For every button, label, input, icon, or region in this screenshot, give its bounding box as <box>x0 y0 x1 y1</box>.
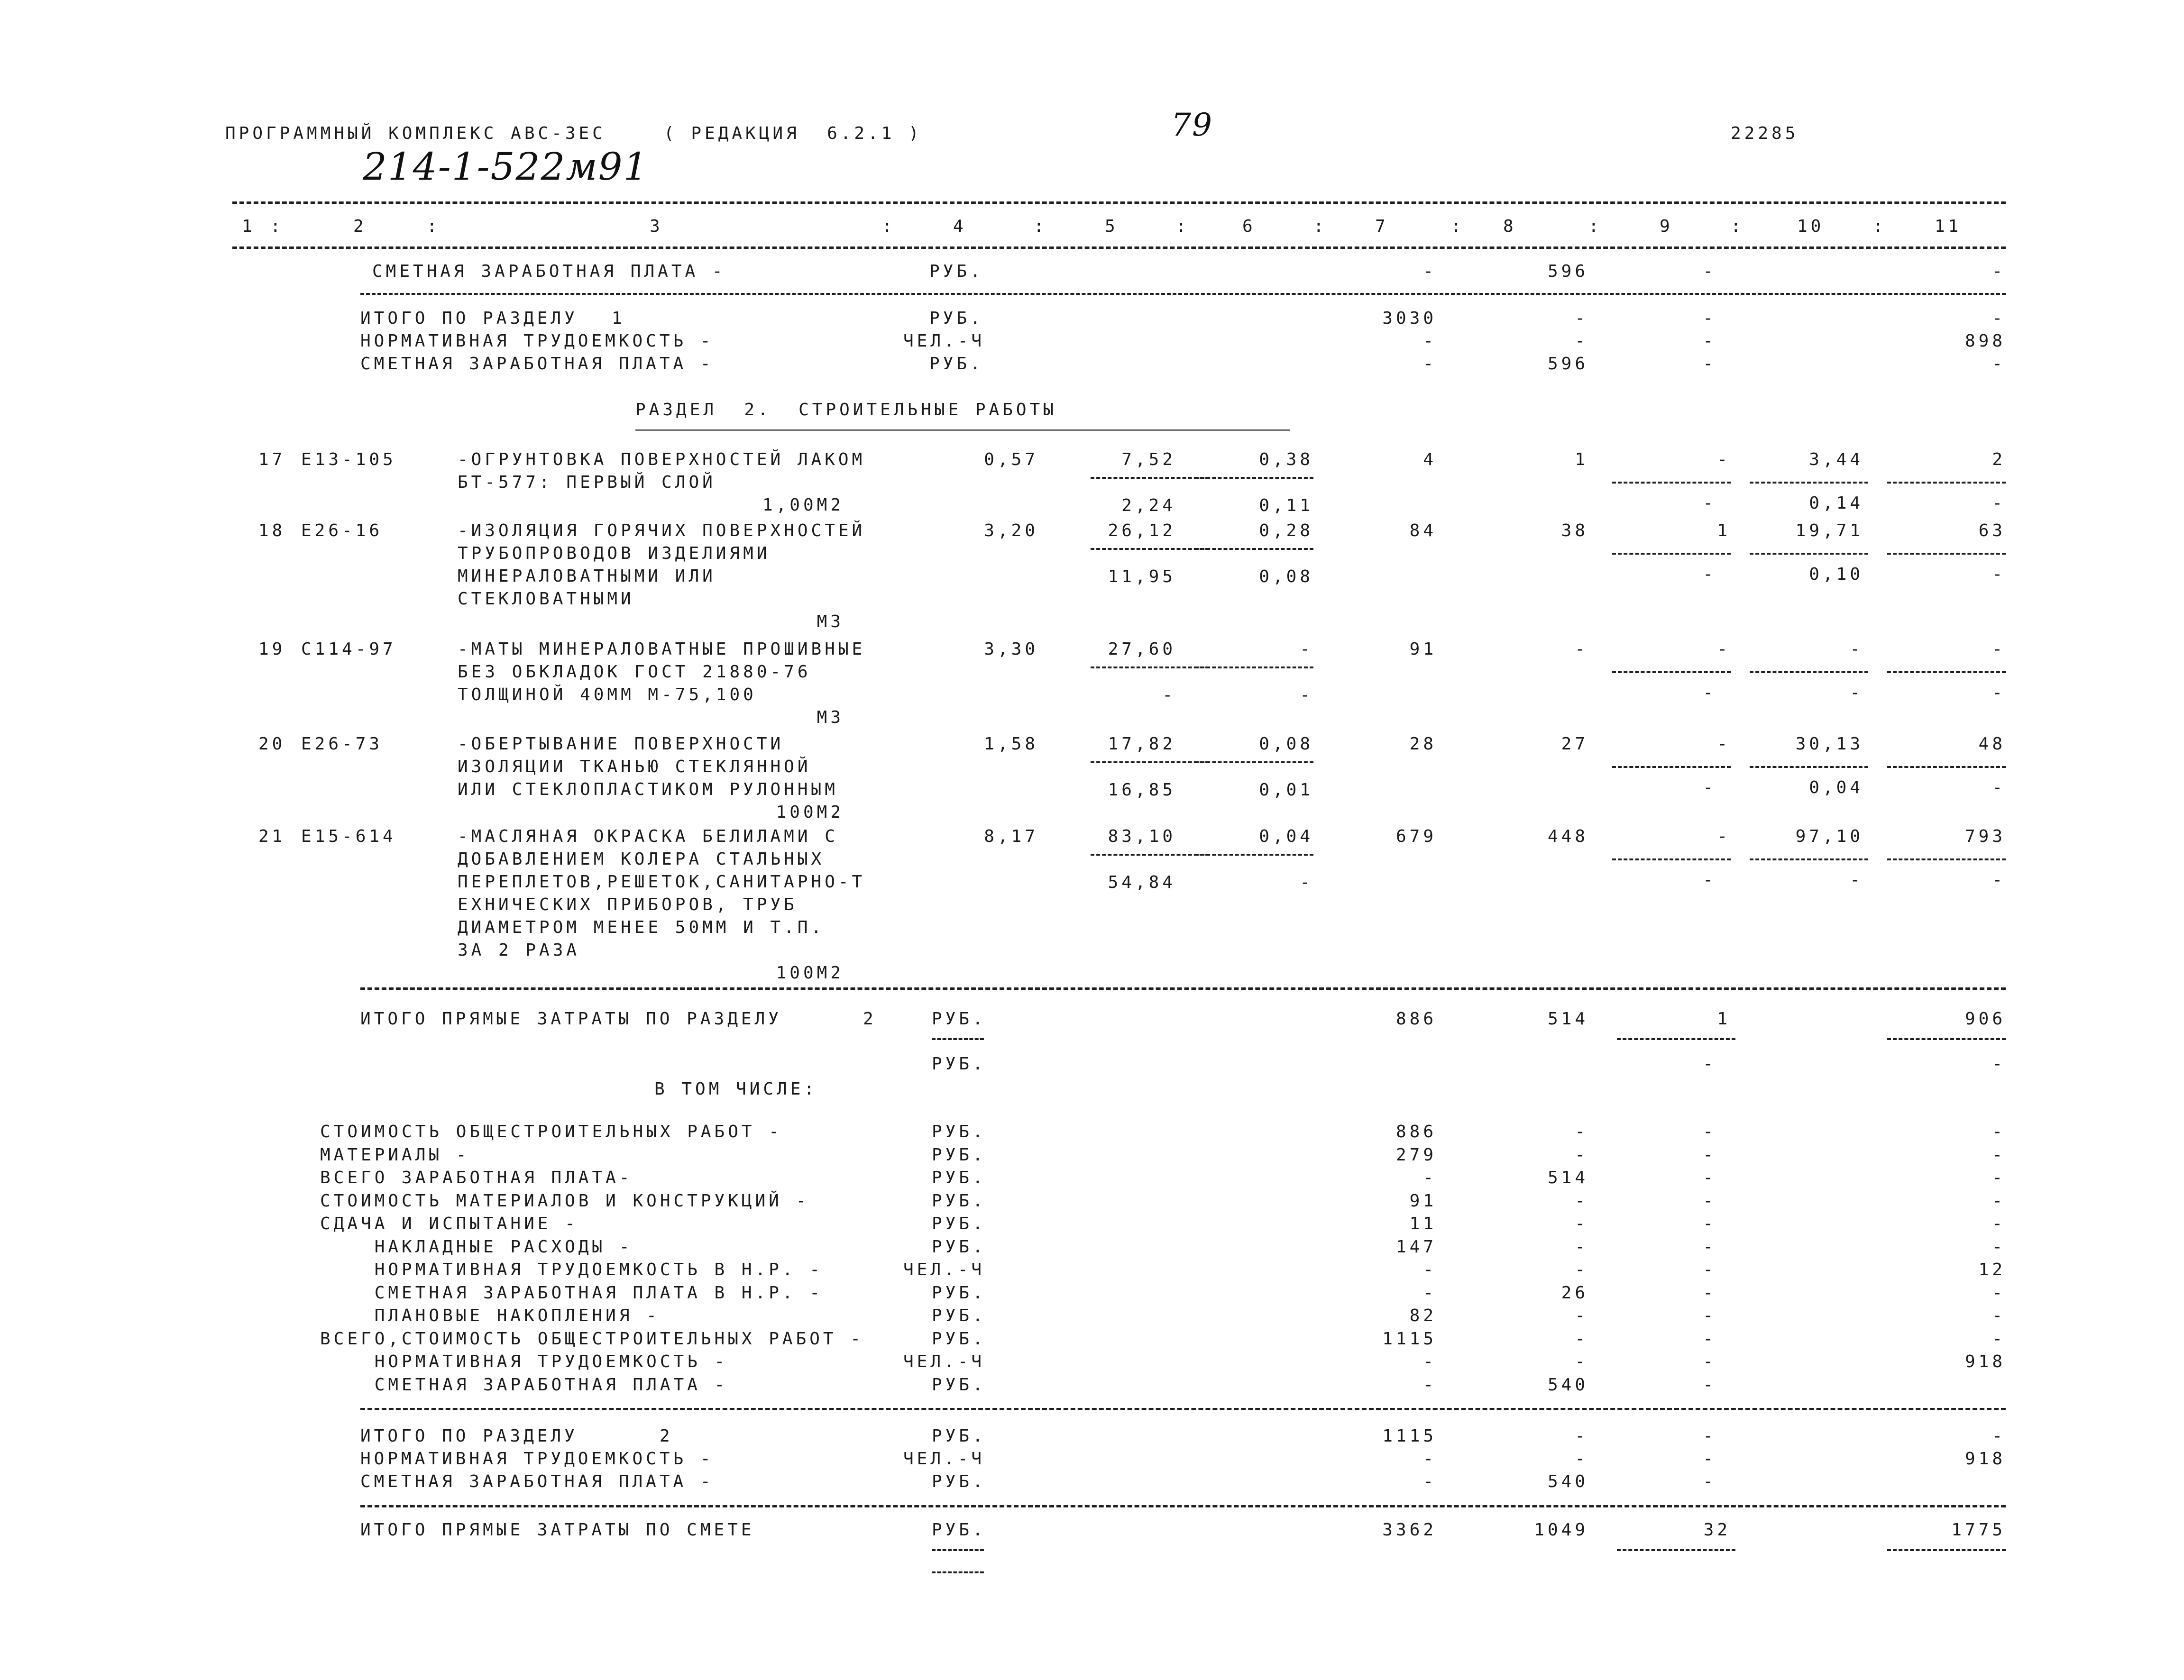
breakdown-c8: - <box>1575 1237 1588 1257</box>
column-separator: : <box>882 217 896 236</box>
item-c6b: - <box>1300 873 1313 892</box>
column-header-10: 10 <box>1797 217 1825 236</box>
breakdown-c9: - <box>1703 1214 1716 1233</box>
s1-total-c11: - <box>1992 309 2006 328</box>
item-c11b: - <box>1992 870 2006 890</box>
item-c10b: 0,14 <box>1809 493 1863 513</box>
item-c6: 0,28 <box>1259 521 1313 540</box>
item-number: 18 <box>258 521 286 540</box>
item-c11b: - <box>1992 778 2006 797</box>
breakdown-c8: 540 <box>1547 1375 1588 1395</box>
breakdown-c9: - <box>1703 1306 1716 1325</box>
item-c10b: - <box>1850 683 1863 703</box>
item-c9b: - <box>1703 870 1716 890</box>
item-c9-dash <box>1612 766 1731 768</box>
grand-total-c9-dash <box>1617 1549 1735 1551</box>
s1-wage2-c11: - <box>1992 354 2006 374</box>
breakdown-c11: 918 <box>1964 1352 2006 1371</box>
breakdown-label: СМЕТНАЯ ЗАРАБОТНАЯ ПЛАТА В Н.Р. - <box>320 1283 823 1303</box>
item-unit: М3 <box>817 612 844 631</box>
breakdown-c9: - <box>1703 1191 1716 1211</box>
item-number: 20 <box>258 734 286 754</box>
breakdown-c8: - <box>1575 1122 1588 1141</box>
s1-wage-c7: - <box>1423 262 1437 281</box>
item-c6b: 0,11 <box>1259 496 1313 515</box>
breakdown-unit: РУБ. <box>932 1145 986 1165</box>
section2-total-c11: 918 <box>1964 1449 2006 1469</box>
item-c9-dash <box>1612 671 1731 673</box>
item-c5b: 2,24 <box>1121 496 1176 515</box>
item-c9b: - <box>1703 683 1716 703</box>
section2-total-c9: - <box>1703 1449 1716 1469</box>
item-c4: 3,30 <box>984 639 1038 659</box>
breakdown-c9: - <box>1703 1375 1716 1395</box>
s1-wage2-c8: 596 <box>1547 354 1588 374</box>
breakdown-unit: РУБ. <box>932 1283 986 1303</box>
item-c7: 91 <box>1409 639 1437 659</box>
column-separator: : <box>1588 217 1602 236</box>
item-c10: 3,44 <box>1809 450 1863 469</box>
s1-wage2-unit: РУБ. <box>929 354 984 374</box>
item-description-line: -МАСЛЯНАЯ ОКРАСКА БЕЛИЛАМИ С <box>458 827 838 846</box>
item-c10b: - <box>1850 870 1863 890</box>
item-c11-dash <box>1887 553 2006 555</box>
breakdown-c7: - <box>1423 1168 1437 1187</box>
item-c8: 38 <box>1561 521 1588 540</box>
item-c11b: - <box>1992 493 2006 513</box>
item-c6b: - <box>1300 685 1313 705</box>
breakdown-c11: 12 <box>1978 1260 2006 1279</box>
breakdown-unit: ЧЕЛ.-Ч <box>903 1352 985 1371</box>
item-unit: 1,00М2 <box>762 495 844 515</box>
breakdown-c7: - <box>1423 1260 1437 1279</box>
item-description-line: БТ-577: ПЕРВЫЙ СЛОЙ <box>458 473 716 492</box>
breakdown-label: СТОИМОСТЬ МАТЕРИАЛОВ И КОНСТРУКЦИЙ - <box>320 1191 810 1211</box>
column-header-8: 8 <box>1503 217 1517 236</box>
item-unit: М3 <box>817 708 844 727</box>
item-c8: 448 <box>1547 827 1588 846</box>
breakdown-c11: - <box>1992 1191 2006 1211</box>
breakdown-c11: - <box>1992 1283 2006 1303</box>
item-c6-dash <box>1195 548 1313 550</box>
item-c10: 19,71 <box>1795 521 1863 540</box>
item-c8: 27 <box>1561 734 1588 754</box>
s1-labor-c9: - <box>1703 331 1716 351</box>
breakdown-unit: РУБ. <box>932 1329 986 1349</box>
column-separator: : <box>270 217 284 236</box>
grand-total-c8: 1049 <box>1534 1520 1588 1540</box>
item-c10b: 0,10 <box>1809 565 1863 584</box>
item-c9: - <box>1717 734 1731 754</box>
breakdown-c9: - <box>1703 1168 1716 1187</box>
item-c7: 4 <box>1423 450 1437 469</box>
column-header-1: 1 <box>242 217 256 236</box>
item-c4: 1,58 <box>984 734 1038 754</box>
section2-total-c7: - <box>1423 1449 1437 1469</box>
s1-total-c7: 3030 <box>1382 309 1437 328</box>
item-c5b: - <box>1162 685 1176 705</box>
s1-total-c8: - <box>1575 309 1588 328</box>
breakdown-c7: 147 <box>1395 1237 1437 1257</box>
item-c9: - <box>1717 827 1731 846</box>
column-separator: : <box>1873 217 1887 236</box>
breakdown-c9: - <box>1703 1145 1716 1165</box>
item-description-line: ТОЛЩИНОЙ 40ММ М-75,100 <box>458 685 757 704</box>
breakdown-c7: 279 <box>1395 1145 1437 1165</box>
column-header-3: 3 <box>650 217 663 236</box>
item-description-line: ЗА 2 РАЗА <box>458 940 580 960</box>
section2-total-c11: - <box>1992 1426 2006 1446</box>
breakdown-c9: - <box>1703 1122 1716 1141</box>
item-c7: 28 <box>1409 734 1437 754</box>
breakdown-c11: - <box>1992 1145 2006 1165</box>
item-description-line: -ОБЕРТЫВАНИЕ ПОВЕРХНОСТИ <box>458 734 784 754</box>
column-separator: : <box>1176 217 1190 236</box>
section2-total-c9: - <box>1703 1472 1716 1491</box>
item-number: 17 <box>258 450 286 469</box>
breakdown-c11: - <box>1992 1329 2006 1349</box>
section2-title: РАЗДЕЛ 2. СТРОИТЕЛЬНЫЕ РАБОТЫ <box>635 400 1057 420</box>
item-c11-dash <box>1887 671 2006 673</box>
section2-total-c9: - <box>1703 1426 1716 1446</box>
item-c11b: - <box>1992 683 2006 703</box>
breakdown-label: ПЛАНОВЫЕ НАКОПЛЕНИЯ - <box>320 1306 660 1325</box>
direct-costs-unit2: РУБ. <box>932 1054 986 1074</box>
page-number: 79 <box>1171 107 1213 143</box>
item-c5-dash <box>1091 854 1209 856</box>
item-c5: 26,12 <box>1108 521 1176 540</box>
breakdown-c8: 514 <box>1547 1168 1588 1187</box>
column-separator: : <box>427 217 440 236</box>
item-c11: 793 <box>1964 827 2006 846</box>
column-header-7: 7 <box>1375 217 1389 236</box>
item-c9: 1 <box>1717 521 1731 540</box>
item-code: Е26-16 <box>301 521 383 540</box>
s1-wage-c8: 596 <box>1547 262 1588 281</box>
breakdown-c9: - <box>1703 1329 1716 1349</box>
direct-costs-top-rule <box>360 987 2006 990</box>
section2-total-unit: РУБ. <box>932 1472 986 1491</box>
breakdown-c9: - <box>1703 1283 1716 1303</box>
item-c9: - <box>1717 450 1731 469</box>
section2-total-label: ИТОГО ПО РАЗДЕЛУ 2 <box>360 1426 673 1446</box>
item-number: 19 <box>258 639 286 659</box>
item-description-line: ДОБАВЛЕНИЕМ КОЛЕРА СТАЛЬНЫХ <box>458 849 825 869</box>
section2-total-unit: ЧЕЛ.-Ч <box>903 1449 985 1469</box>
breakdown-c7: - <box>1423 1375 1437 1395</box>
breakdown-c8: - <box>1575 1214 1588 1233</box>
item-c5: 27,60 <box>1108 639 1176 659</box>
breakdown-unit: РУБ. <box>932 1306 986 1325</box>
column-header-9: 9 <box>1660 217 1673 236</box>
section2-total-c7: - <box>1423 1472 1437 1491</box>
item-c11-dash <box>1887 482 2006 484</box>
item-c11-dash <box>1887 858 2006 860</box>
column-separator: : <box>1731 217 1744 236</box>
item-unit: 100М2 <box>776 803 844 822</box>
item-c6-dash <box>1195 854 1313 856</box>
column-header-2: 2 <box>353 217 367 236</box>
direct-costs-c9: 1 <box>1717 1009 1731 1029</box>
direct-costs-unit: РУБ. <box>932 1009 986 1029</box>
edition-label: ( РЕДАКЦИЯ 6.2.1 ) <box>664 124 922 143</box>
breakdown-c11: - <box>1992 1122 2006 1141</box>
item-c10-dash <box>1750 671 1868 673</box>
s1-wage2-c7: - <box>1423 354 1437 374</box>
item-description-line: -ИЗОЛЯЦИЯ ГОРЯЧИХ ПОВЕРХНОСТЕЙ <box>458 521 866 540</box>
item-c4: 8,17 <box>984 827 1038 846</box>
breakdown-c7: 886 <box>1395 1122 1437 1141</box>
item-c6-dash <box>1195 761 1313 763</box>
grand-total-c7: 3362 <box>1382 1520 1437 1540</box>
item-c6: 0,04 <box>1259 827 1313 846</box>
document-number: 22285 <box>1731 124 1799 143</box>
item-c9: - <box>1717 639 1731 659</box>
s1-total-c9: - <box>1703 309 1716 328</box>
section2-total-c8: - <box>1575 1426 1588 1446</box>
breakdown-unit: РУБ. <box>932 1237 986 1257</box>
item-c6: 0,08 <box>1259 734 1313 754</box>
grand-total-unit: РУБ. <box>932 1520 986 1540</box>
column-separator: : <box>1313 217 1327 236</box>
item-c10: 30,13 <box>1795 734 1863 754</box>
breakdown-label: СМЕТНАЯ ЗАРАБОТНАЯ ПЛАТА - <box>320 1375 728 1395</box>
breakdown-label: ВСЕГО ЗАРАБОТНАЯ ПЛАТА- <box>320 1168 633 1187</box>
breakdown-c11: - <box>1992 1237 2006 1257</box>
item-c7: 84 <box>1409 521 1437 540</box>
item-c10: 97,10 <box>1795 827 1863 846</box>
column-separator: : <box>1034 217 1047 236</box>
item-c6: - <box>1300 639 1313 659</box>
grand-total-c9: 32 <box>1703 1520 1731 1540</box>
breakdown-unit: ЧЕЛ.-Ч <box>903 1260 985 1279</box>
breakdown-c7: 82 <box>1409 1306 1437 1325</box>
item-unit: 100М2 <box>776 963 844 983</box>
grand-total-label: ИТОГО ПРЯМЫЕ ЗАТРАТЫ ПО СМЕТЕ <box>360 1520 755 1540</box>
item-c5b: 16,85 <box>1108 780 1176 800</box>
breakdown-c8: - <box>1575 1306 1588 1325</box>
breakdown-c9: - <box>1703 1260 1716 1279</box>
item-c9b: - <box>1703 565 1716 584</box>
breakdown-unit: РУБ. <box>932 1191 986 1211</box>
item-c10-dash <box>1750 766 1868 768</box>
item-c9b: - <box>1703 778 1716 797</box>
direct-costs-c11b: - <box>1992 1054 2006 1074</box>
breakdown-label: НОРМАТИВНАЯ ТРУДОЕМКОСТЬ - <box>320 1352 728 1371</box>
item-c10: - <box>1850 639 1863 659</box>
breakdown-c11: - <box>1992 1168 2006 1187</box>
breakdown-label: ВСЕГО,СТОИМОСТЬ ОБЩЕСТРОИТЕЛЬНЫХ РАБОТ - <box>320 1329 864 1349</box>
item-c11: 63 <box>1978 521 2006 540</box>
breakdown-label: НАКЛАДНЫЕ РАСХОДЫ - <box>320 1237 633 1257</box>
section2-total-label: СМЕТНАЯ ЗАРАБОТНАЯ ПЛАТА - <box>360 1472 714 1491</box>
item-c5: 17,82 <box>1108 734 1176 754</box>
handwritten-code: 214-1-522м91 <box>363 145 649 189</box>
s1-wage-label: СМЕТНАЯ ЗАРАБОТНАЯ ПЛАТА - <box>372 262 726 281</box>
item-c10b: 0,04 <box>1809 778 1863 797</box>
breakdown-c8: - <box>1575 1145 1588 1165</box>
item-c9-dash <box>1612 858 1731 860</box>
item-c7: 679 <box>1395 827 1437 846</box>
section2-total-label: НОРМАТИВНАЯ ТРУДОЕМКОСТЬ - <box>360 1449 714 1469</box>
item-c5-dash <box>1091 477 1209 479</box>
column-header-5: 5 <box>1105 217 1119 236</box>
item-c6b: 0,01 <box>1259 780 1313 800</box>
item-c11b: - <box>1992 565 2006 584</box>
s1-total-unit: РУБ. <box>929 309 984 328</box>
item-description-line: СТЕКЛОВАТНЫМИ <box>458 589 634 609</box>
item-c5-dash <box>1091 761 1209 763</box>
item-c5: 7,52 <box>1121 450 1176 469</box>
section2-total-c7: 1115 <box>1382 1426 1437 1446</box>
breakdown-c7: - <box>1423 1352 1437 1371</box>
item-c10-dash <box>1750 553 1868 555</box>
item-c6: 0,38 <box>1259 450 1313 469</box>
header-top-rule <box>232 201 2006 204</box>
item-c5-dash <box>1091 667 1209 668</box>
item-c4: 3,20 <box>984 521 1038 540</box>
item-description-line: ЕХНИЧЕСКИХ ПРИБОРОВ, ТРУБ <box>458 895 798 914</box>
item-description-line: ИЛИ СТЕКЛОПЛАСТИКОМ РУЛОННЫМ <box>458 780 838 799</box>
section2-total-unit: РУБ. <box>932 1426 986 1446</box>
item-description-line: -МАТЫ МИНЕРАЛОВАТНЫЕ ПРОШИВНЫЕ <box>458 639 866 659</box>
s1-wage2-label: СМЕТНАЯ ЗАРАБОТНАЯ ПЛАТА - <box>360 354 714 374</box>
breakdown-c7: - <box>1423 1283 1437 1303</box>
grand-total-top-rule <box>360 1505 2006 1507</box>
item-code: Е15-614 <box>301 827 396 846</box>
item-code: С114-97 <box>301 639 396 659</box>
s1-labor-label: НОРМАТИВНАЯ ТРУДОЕМКОСТЬ - <box>360 331 714 351</box>
s1-rule <box>360 293 2006 295</box>
direct-costs-unit-dash <box>932 1038 984 1040</box>
item-c5b: 54,84 <box>1108 873 1176 892</box>
direct-costs-c9b: - <box>1703 1054 1716 1074</box>
breakdown-c7: 91 <box>1409 1191 1437 1211</box>
item-c5: 83,10 <box>1108 827 1176 846</box>
section2-title-underline <box>635 429 1290 431</box>
breakdown-unit: РУБ. <box>932 1375 986 1395</box>
breakdown-label: СТОИМОСТЬ ОБЩЕСТРОИТЕЛЬНЫХ РАБОТ - <box>320 1122 782 1141</box>
s1-labor-c11: 898 <box>1964 331 2006 351</box>
grand-total-c11: 1775 <box>1951 1520 2006 1540</box>
direct-costs-c11: 906 <box>1964 1009 2006 1029</box>
s1-labor-c8: - <box>1575 331 1588 351</box>
header-bottom-rule <box>232 247 2006 249</box>
direct-costs-label: ИТОГО ПРЯМЫЕ ЗАТРАТЫ ПО РАЗДЕЛУ <box>360 1009 782 1029</box>
s1-wage2-c9: - <box>1703 354 1716 374</box>
item-c6b: 0,08 <box>1259 567 1313 586</box>
column-separator: : <box>1451 217 1465 236</box>
direct-costs-c8: 514 <box>1547 1009 1588 1029</box>
breakdown-c8: - <box>1575 1329 1588 1349</box>
s1-wage-c9: - <box>1703 262 1716 281</box>
item-c6-dash <box>1195 477 1313 479</box>
item-code: Е26-73 <box>301 734 383 754</box>
breakdown-label: НОРМАТИВНАЯ ТРУДОЕМКОСТЬ В Н.Р. - <box>320 1260 823 1279</box>
item-c9-dash <box>1612 553 1731 555</box>
s1-total-num: 1 <box>612 309 625 328</box>
item-c10-dash <box>1750 858 1868 860</box>
direct-costs-num: 2 <box>863 1009 877 1029</box>
direct-costs-c9-dash <box>1617 1038 1735 1040</box>
item-c11-dash <box>1887 766 2006 768</box>
item-description-line: ИЗОЛЯЦИИ ТКАНЬЮ СТЕКЛЯННОЙ <box>458 757 811 776</box>
item-c8: 1 <box>1575 450 1588 469</box>
column-header-6: 6 <box>1242 217 1256 236</box>
item-description-line: -ОГРУНТОВКА ПОВЕРХНОСТЕЙ ЛАКОМ <box>458 450 866 469</box>
item-c5b: 11,95 <box>1108 567 1176 586</box>
grand-total-unit-dash <box>932 1549 984 1551</box>
breakdown-c7: 11 <box>1409 1214 1437 1233</box>
breakdown-c11: - <box>1992 1214 2006 1233</box>
item-c9b: - <box>1703 493 1716 513</box>
item-c11: - <box>1992 639 2006 659</box>
section2-total-c8: 540 <box>1547 1472 1588 1491</box>
item-c10-dash <box>1750 482 1868 484</box>
breakdown-c8: - <box>1575 1191 1588 1211</box>
item-code: Е13-105 <box>301 450 396 469</box>
direct-costs-c11-dash <box>1887 1038 2006 1040</box>
item-description-line: МИНЕРАЛОВАТНЫМИ ИЛИ <box>458 566 716 586</box>
program-title: ПРОГРАММНЫЙ КОМПЛЕКС АВС-3ЕС <box>225 124 606 143</box>
breakdown-c9: - <box>1703 1237 1716 1257</box>
section2-total-c8: - <box>1575 1449 1588 1469</box>
grand-total-c11-dash <box>1887 1549 2006 1551</box>
breakdown-unit: РУБ. <box>932 1168 986 1187</box>
direct-costs-c7: 886 <box>1395 1009 1437 1029</box>
breakdown-unit: РУБ. <box>932 1214 986 1233</box>
breakdown-c9: - <box>1703 1352 1716 1371</box>
item-c6-dash <box>1195 667 1313 668</box>
s1-labor-c7: - <box>1423 331 1437 351</box>
breakdown-unit: РУБ. <box>932 1122 986 1141</box>
item-c9-dash <box>1612 482 1731 484</box>
breakdown-bottom-rule <box>360 1408 2006 1410</box>
item-number: 21 <box>258 827 286 846</box>
s1-total-label: ИТОГО ПО РАЗДЕЛУ <box>360 309 578 328</box>
item-c4: 0,57 <box>984 450 1038 469</box>
item-description-line: ПЕРЕПЛЕТОВ,РЕШЕТОК,САНИТАРНО-Т <box>458 872 866 892</box>
column-header-11: 11 <box>1935 217 1962 236</box>
breakdown-c7: 1115 <box>1382 1329 1437 1349</box>
item-description-line: ДИАМЕТРОМ МЕНЕЕ 50ММ И Т.П. <box>458 918 825 937</box>
s1-wage-unit: РУБ. <box>929 262 984 281</box>
item-c5-dash <box>1091 548 1209 550</box>
column-header-4: 4 <box>953 217 967 236</box>
breakdown-c8: - <box>1575 1260 1588 1279</box>
grand-total-unit-dash2 <box>932 1571 984 1573</box>
breakdown-c8: - <box>1575 1352 1588 1371</box>
item-description-line: ТРУБОПРОВОДОВ ИЗДЕЛИЯМИ <box>458 544 771 563</box>
breakdown-label: МАТЕРИАЛЫ - <box>320 1145 470 1165</box>
item-c11: 2 <box>1992 450 2006 469</box>
item-c8: - <box>1575 639 1588 659</box>
s1-wage-c11: - <box>1992 262 2006 281</box>
breakdown-c11: - <box>1992 1306 2006 1325</box>
incl-label: В ТОМ ЧИСЛЕ: <box>654 1079 818 1099</box>
item-c11: 48 <box>1978 734 2006 754</box>
item-description-line: БЕЗ ОБКЛАДОК ГОСТ 21880-76 <box>458 662 811 682</box>
s1-labor-unit: ЧЕЛ.-Ч <box>903 331 985 351</box>
breakdown-c8: 26 <box>1561 1283 1588 1303</box>
breakdown-label: СДАЧА И ИСПЫТАНИЕ - <box>320 1214 578 1233</box>
